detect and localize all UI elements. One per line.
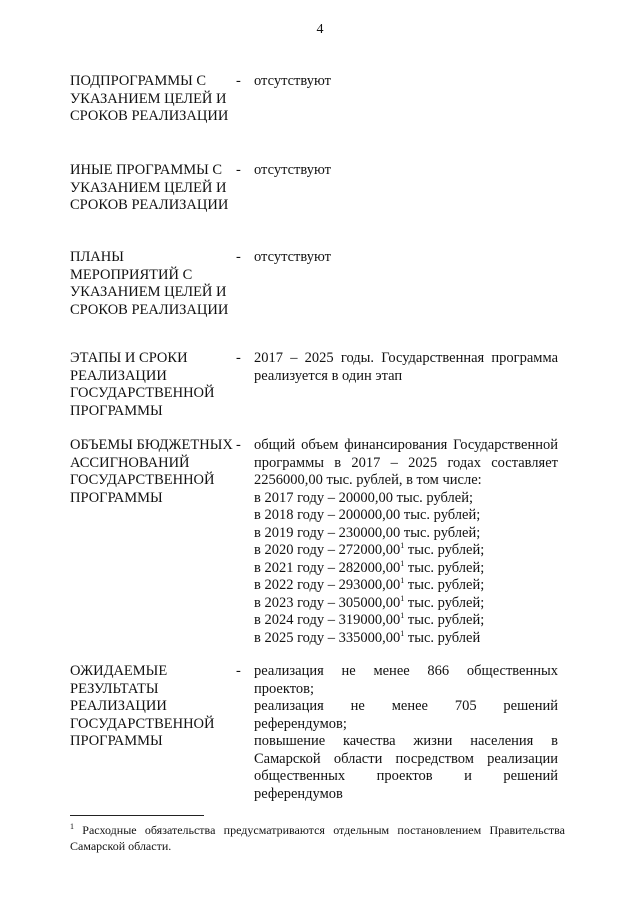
dash: - [236, 663, 241, 679]
section-value [254, 249, 558, 267]
result-item: повышение качества жизни населения в Самарской области посредством реализации общественных проектов и решений референдумов [254, 733, 558, 802]
section-value [254, 162, 558, 180]
year-unit: тыс. рублей; [404, 594, 485, 611]
footnote-ref: 1 [400, 611, 405, 621]
year-unit: тыс. рублей; [404, 612, 485, 628]
footnote-ref: 1 [400, 628, 405, 638]
year-amount: в 2025 году – 335000,00 [254, 629, 401, 646]
dash: - [236, 437, 241, 453]
year-line-2022 [254, 577, 558, 595]
value-line: отсутствуют [254, 73, 331, 89]
footnote [70, 822, 565, 854]
year-unit: тыс. рублей; [404, 577, 485, 593]
footnote-divider [70, 815, 204, 816]
year-amount: в 2022 году – 293000,00 [254, 577, 401, 593]
footnote-marker: 1 [70, 822, 74, 831]
value-line: 2017 – 2025 годы. Государственная программа реализуется в один этап [254, 350, 558, 384]
section-value [254, 350, 558, 385]
footnote-text: Расходные обязательства предусматриваются отдельным постановлением Правительства Самарской области. [70, 823, 565, 853]
dash: - [236, 350, 241, 366]
footnote-ref: 1 [400, 576, 405, 586]
year-line-2017: в 2017 году – 20000,00 тыс. рублей; [254, 489, 474, 506]
year-line-2019: в 2019 году – 230000,00 тыс. рублей; [254, 524, 481, 541]
value-line: отсутствуют [254, 249, 331, 265]
section-label: ОБЪЕМЫ БЮДЖЕТНЫХ АССИГНОВАНИЙ ГОСУДАРСТВЕННОЙ ПРОГРАММЫ [70, 437, 233, 506]
budget-intro: общий объем финансирования Государственной программы в 2017 – 2025 годах составляет 2256000,00 тыс. рублей, в том числе: [254, 437, 558, 488]
year-unit: тыс. рублей; [404, 542, 485, 558]
dash: - [236, 162, 241, 178]
footnote-ref: 1 [400, 558, 405, 568]
section-label: ПОДПРОГРАММЫ С УКАЗАНИЕМ ЦЕЛЕЙ И СРОКОВ РЕАЛИЗАЦИИ [70, 73, 229, 124]
section-value [254, 73, 558, 91]
year-unit: тыс. рублей; [404, 559, 485, 576]
dash: - [236, 249, 241, 265]
year-line-2020 [254, 542, 558, 560]
footnote-ref: 1 [400, 593, 405, 603]
year-amount: в 2024 году – 319000,00 [254, 612, 401, 628]
value-line: отсутствуют [254, 162, 331, 178]
dash: - [236, 73, 241, 89]
year-amount: в 2023 году – 305000,00 [254, 594, 401, 611]
year-unit: тыс. рублей [404, 629, 481, 646]
year-line-2021 [254, 560, 558, 578]
section-value [254, 663, 558, 803]
result-item: реализация не менее 866 общественных проектов; [254, 663, 558, 697]
section-label: ПЛАНЫ МЕРОПРИЯТИЙ С УКАЗАНИЕМ ЦЕЛЕЙ И СРОКОВ РЕАЛИЗАЦИИ [70, 249, 229, 318]
year-line-2023 [254, 595, 558, 613]
year-line-2018: в 2018 году – 200000,00 тыс. рублей; [254, 507, 481, 523]
year-amount: в 2021 году – 282000,00 [254, 559, 401, 576]
section-value [254, 437, 558, 647]
year-amount: в 2020 году – 272000,00 [254, 542, 401, 558]
section-label: ЭТАПЫ И СРОКИ РЕАЛИЗАЦИИ ГОСУДАРСТВЕННОЙ ПРОГРАММЫ [70, 350, 215, 419]
result-item: реализация не менее 705 решений референдумов; [254, 698, 558, 732]
footnote-ref: 1 [400, 541, 405, 551]
year-line-2024 [254, 612, 558, 630]
section-label: ОЖИДАЕМЫЕ РЕЗУЛЬТАТЫ РЕАЛИЗАЦИИ ГОСУДАРСТВЕННОЙ ПРОГРАММЫ [70, 663, 215, 749]
year-line-2025 [254, 630, 558, 648]
section-label: ИНЫЕ ПРОГРАММЫ С УКАЗАНИЕМ ЦЕЛЕЙ И СРОКОВ РЕАЛИЗАЦИИ [70, 162, 229, 213]
page-number: 4 [316, 22, 324, 37]
